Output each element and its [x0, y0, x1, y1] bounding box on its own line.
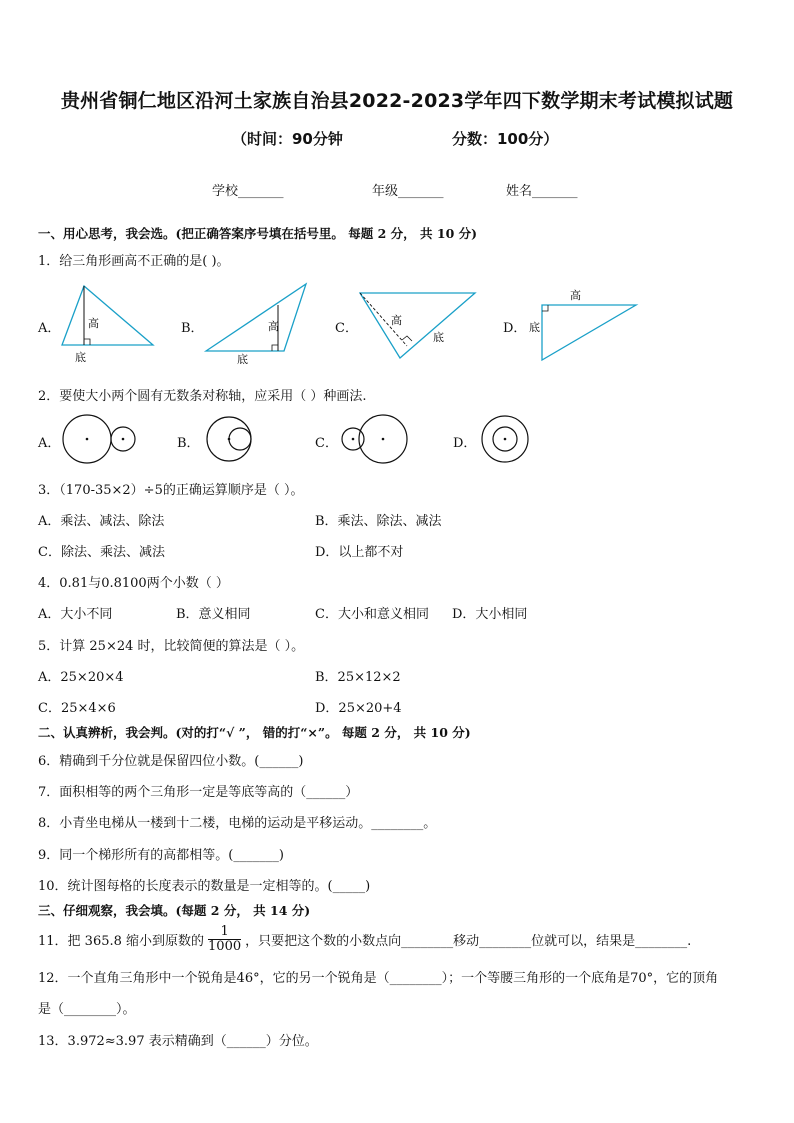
question-4: 4．0.81与0.8100两个小数（ ）	[38, 576, 229, 591]
question-5: 5．计算 25×24 时，比较简便的算法是（ ）。	[38, 639, 305, 654]
question-1: 1．给三角形画高不正确的是( )。	[38, 254, 230, 269]
question-2: 2．要使大小两个圆有无数条对称轴，应采用（ ）种画法.	[38, 389, 367, 404]
q3-option-a[interactable]: A．乘法、减法、除法	[38, 514, 165, 529]
q4-option-d[interactable]: D．大小相同	[452, 607, 528, 622]
triangle-c	[360, 293, 475, 358]
q5-option-d[interactable]: D．25×20+4	[315, 701, 402, 716]
q4-option-b[interactable]: B．意义相同	[176, 607, 251, 622]
question-11[interactable]	[38, 925, 691, 954]
circles-c	[342, 415, 407, 463]
triangle-d-height-label: 高	[570, 289, 581, 302]
page-title: 贵州省铜仁地区沿河土家族自治县2022-2023学年四下数学期末考试模拟试题	[60, 90, 734, 112]
question-13[interactable]: 13．3.972≈3.97 表示精确到（______）分位。	[38, 1034, 318, 1049]
q11-text-after: ，只要把这个数的小数点向________移动________位就可以，结果是________.	[245, 934, 692, 949]
q5-option-c[interactable]: C．25×4×6	[38, 701, 116, 716]
q11-fraction	[208, 925, 241, 954]
q2-option-c-label[interactable]: C．	[315, 436, 338, 451]
section-1-title: 一、用心思考，我会选。(把正确答案序号填在括号里。 每题 2 分， 共 10 分)	[38, 226, 478, 241]
q11-fraction-denominator: 1000	[208, 939, 242, 954]
q1-option-d-label[interactable]: D．	[503, 321, 527, 336]
grade-field[interactable]: 年级_______	[372, 184, 444, 199]
triangle-c-base-label: 底	[433, 331, 444, 344]
exam-time: （时间：90分钟	[232, 130, 343, 148]
triangle-a-base-label: 底	[75, 351, 86, 364]
q3-option-c[interactable]: C．除法、乘法、减法	[38, 545, 165, 560]
question-7[interactable]: 7．面积相等的两个三角形一定是等底等高的（______）	[38, 785, 359, 800]
question-10[interactable]: 10．统计图每格的长度表示的数量是一定相等的。(_____)	[38, 879, 371, 894]
q11-fraction-numerator: 1	[208, 925, 241, 940]
triangle-b-height-label: 高	[268, 320, 279, 333]
q4-option-a[interactable]: A．大小不同	[38, 607, 113, 622]
triangle-d-base-label: 底	[529, 321, 540, 334]
q1-option-b-label[interactable]: B．	[181, 321, 204, 336]
q1-option-a-label[interactable]: A．	[38, 321, 61, 336]
circles-a	[63, 415, 135, 463]
q1-option-c-label[interactable]: C．	[335, 321, 358, 336]
q2-option-b-label[interactable]: B．	[177, 436, 200, 451]
q2-circles-figure	[0, 410, 794, 470]
q3-option-b[interactable]: B．乘法、除法、减法	[315, 514, 442, 529]
triangle-a-height-label: 高	[88, 317, 99, 330]
q2-option-a-label[interactable]: A．	[38, 436, 61, 451]
q2-option-d-label[interactable]: D．	[453, 436, 477, 451]
q3-option-d[interactable]: D．以上都不对	[315, 545, 404, 560]
question-8[interactable]: 8．小青坐电梯从一楼到十二楼，电梯的运动是平移运动。________。	[38, 816, 437, 831]
question-12-line-2[interactable]: 是（________）。	[38, 1002, 136, 1017]
section-3-title: 三、仔细观察，我会填。(每题 2 分， 共 14 分)	[38, 903, 311, 918]
q5-option-b[interactable]: B．25×12×2	[315, 670, 401, 685]
q1-triangles-figure	[0, 278, 794, 368]
triangle-c-height-label: 高	[391, 314, 402, 327]
triangle-b-base-label: 底	[237, 353, 248, 366]
question-3: 3．（170-35×2）÷5的正确运算顺序是（ ）。	[38, 483, 304, 498]
circles-b	[207, 417, 251, 461]
triangle-b	[206, 284, 306, 366]
q5-option-a[interactable]: A．25×20×4	[38, 670, 124, 685]
q4-option-c[interactable]: C．大小和意义相同	[315, 607, 429, 622]
exam-score: 分数：100分）	[452, 130, 559, 148]
circles-d	[482, 416, 528, 462]
q11-text-before: 11．把 365.8 缩小到原数的	[38, 934, 205, 949]
triangle-d	[529, 288, 636, 360]
question-9[interactable]: 9．同一个梯形所有的高都相等。(_______)	[38, 848, 284, 863]
section-2-title: 二、认真辨析，我会判。(对的打“√ ”， 错的打“×”。 每题 2 分， 共 10 分)	[38, 725, 471, 740]
name-field[interactable]: 姓名_______	[506, 184, 578, 199]
question-12-line-1[interactable]: 12．一个直角三角形中一个锐角是46°，它的另一个锐角是（________）；一个等腰三角形的一个底角是70°，它的顶角	[38, 971, 719, 986]
triangle-a	[62, 286, 153, 364]
school-field[interactable]: 学校_______	[212, 184, 284, 199]
question-6[interactable]: 6．精确到千分位就是保留四位小数。(______)	[38, 754, 304, 769]
